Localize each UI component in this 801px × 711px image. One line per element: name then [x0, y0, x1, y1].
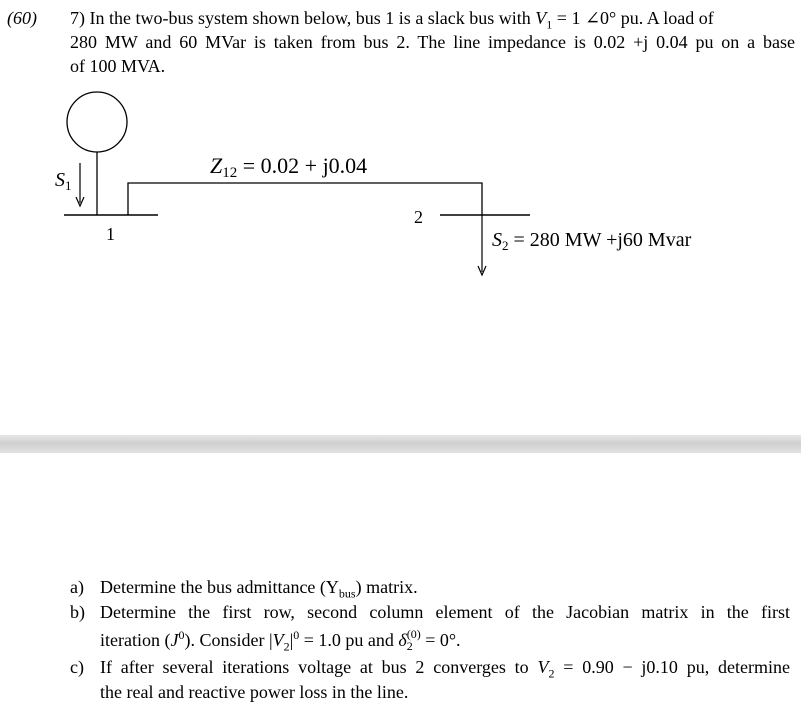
question-text: If after several iterations voltage at bus 2 converges to $V_2 = 0.90 - j0.10$ pu, determine	[100, 657, 790, 681]
page-divider	[0, 435, 801, 453]
two-bus-diagram	[0, 80, 801, 290]
problem-statement	[70, 6, 795, 78]
points-label: (60)	[7, 8, 37, 28]
question-b	[70, 600, 790, 655]
question-text: Determine the first row, second column element of the Jacobian matrix in the first	[100, 602, 790, 622]
question-letter: c)	[70, 657, 84, 677]
problem-text: 7) In the two-bus system shown below, bus 1 is a slack bus with	[70, 8, 536, 28]
question-text: the real and reactive power loss in the line.	[100, 682, 409, 702]
bus-1-label: 1	[106, 224, 115, 244]
transmission-line	[128, 183, 482, 215]
question-text: Determine the bus admittance $(Y_{bus})$ matrix.	[100, 577, 418, 601]
problem-text: = 1 ∠0° pu. A load of	[552, 8, 714, 28]
question-letter: b)	[70, 602, 85, 622]
s2-label: $S_2 = 280$ MW +j60 Mvar	[492, 229, 692, 253]
question-letter: a)	[70, 577, 84, 597]
generator-circle	[67, 92, 127, 152]
bus-2-label: 2	[414, 207, 423, 227]
question-a	[70, 575, 790, 600]
problem-line-1	[70, 6, 795, 30]
question-c	[70, 655, 790, 705]
voltage-subscript: 1	[546, 17, 553, 32]
s1-label: $S_1$	[55, 169, 72, 193]
question-list	[70, 575, 790, 705]
question-text: iteration $(J^0)$. Consider $|V_2|^0 = 1.0$ pu and δ (0) 2 = 0°.	[100, 626, 461, 654]
voltage-symbol: V	[535, 8, 547, 28]
problem-line-3: of 100 MVA.	[70, 56, 166, 76]
impedance-label: Z12 = 0.02 + j0.04	[210, 153, 368, 181]
problem-line-2: 280 MW and 60 MVar is taken from bus 2. The line impedance is 0.02 +j 0.04 pu on a base	[70, 32, 795, 52]
